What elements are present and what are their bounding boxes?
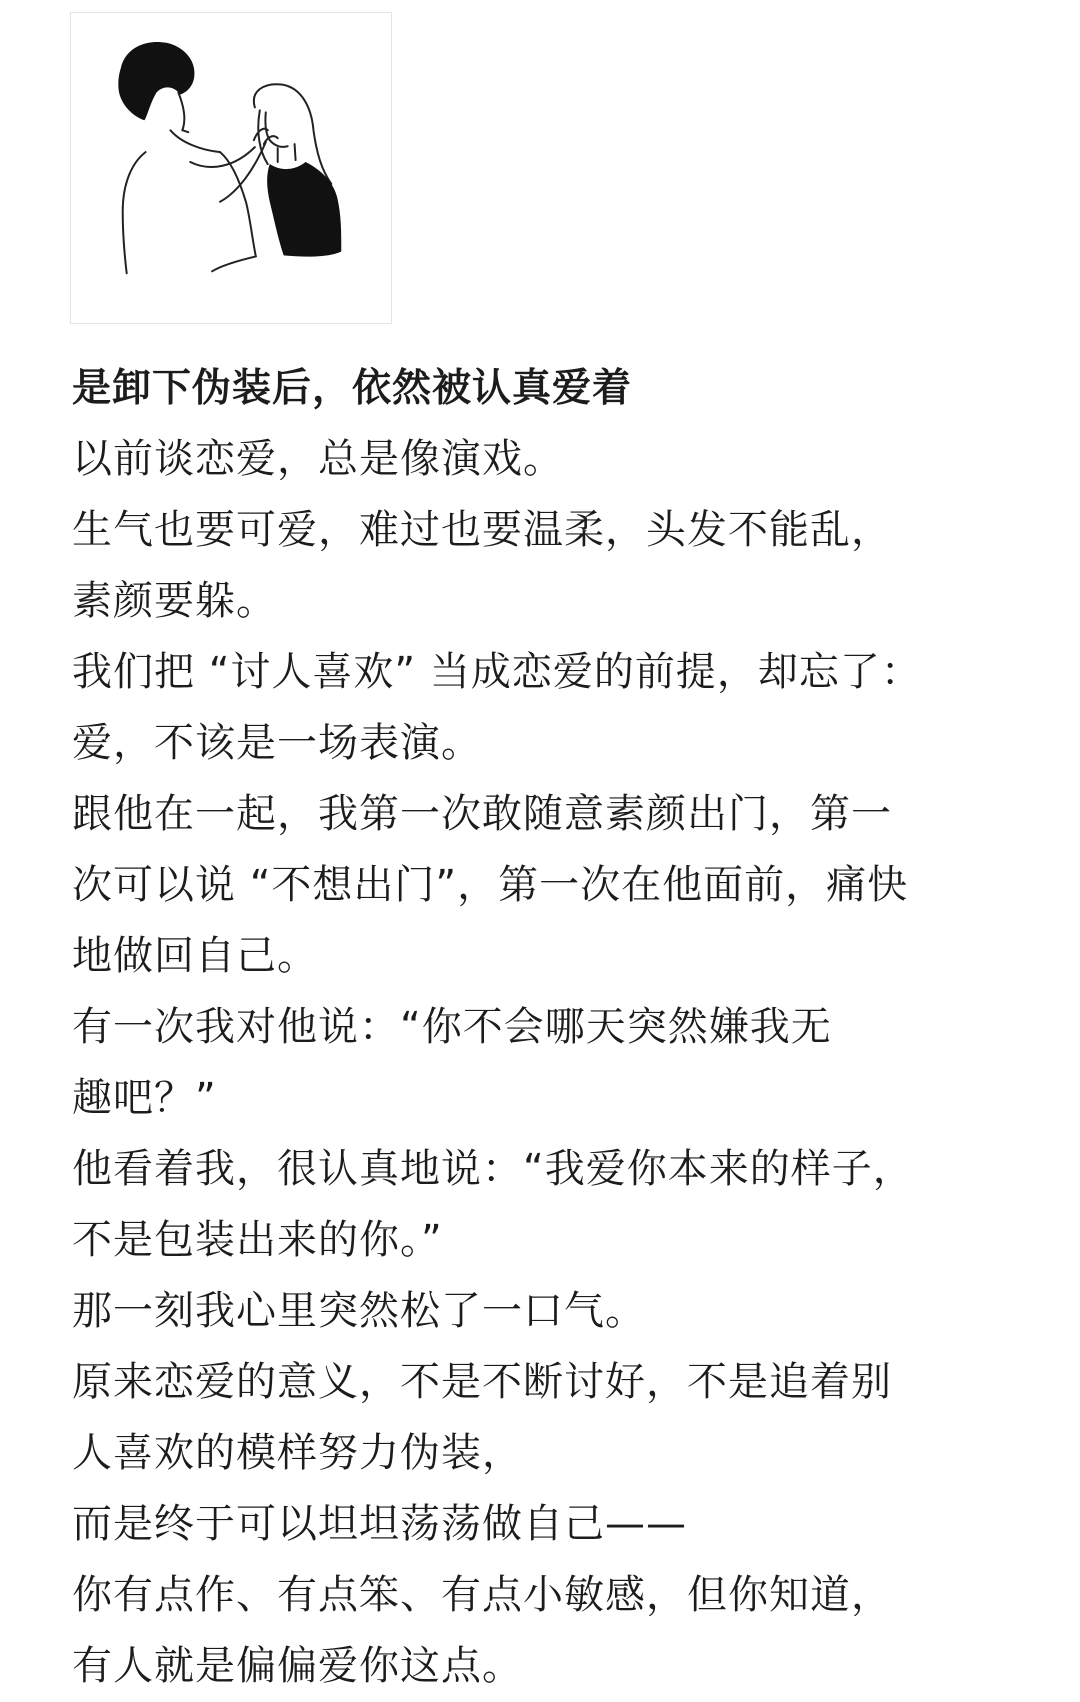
paragraph-line: 有一次我对他说：“你不会哪天突然嫌我无 (72, 1004, 832, 1050)
article-title: 是卸下伪装后，依然被认真爱着 (72, 366, 633, 411)
paragraph-line: 不是包装出来的你。” (72, 1217, 443, 1263)
paragraph-line: 我们把 “讨人喜欢” 当成恋爱的前提，却忘了： (72, 649, 922, 695)
paragraph-line: 有人就是偏偏爱你这点。 (72, 1643, 523, 1689)
paragraph-line: 次可以说 “不想出门”，第一次在他面前，痛快 (72, 862, 909, 908)
couple-line-drawing (71, 13, 391, 323)
article-body (72, 354, 1012, 1702)
paragraph-line: 爱，不该是一场表演。 (72, 720, 482, 766)
paragraph-line: 素颜要躲。 (72, 578, 277, 624)
paragraph-line: 生气也要可爱，难过也要温柔，头发不能乱， (72, 507, 892, 553)
paragraph-line: 跟他在一起，我第一次敢随意素颜出门，第一 (72, 791, 892, 837)
paragraph-line: 地做回自己。 (72, 933, 318, 979)
paragraph-line: 你有点作、有点笨、有点小敏感，但你知道， (72, 1572, 892, 1618)
paragraph-line: 而是终于可以坦坦荡荡做自己—— (72, 1501, 687, 1547)
paragraph-line: 以前谈恋爱，总是像演戏。 (72, 436, 564, 482)
paragraph-line: 趣吧？” (72, 1075, 217, 1121)
paragraph-line: 原来恋爱的意义，不是不断讨好，不是追着别 (72, 1359, 892, 1405)
couple-illustration (70, 12, 392, 324)
paragraph-line: 人喜欢的模样努力伪装， (72, 1430, 523, 1476)
paragraph-line: 他看着我，很认真地说：“我爱你本来的样子， (72, 1146, 914, 1192)
paragraph-line: 那一刻我心里突然松了一口气。 (72, 1288, 646, 1334)
